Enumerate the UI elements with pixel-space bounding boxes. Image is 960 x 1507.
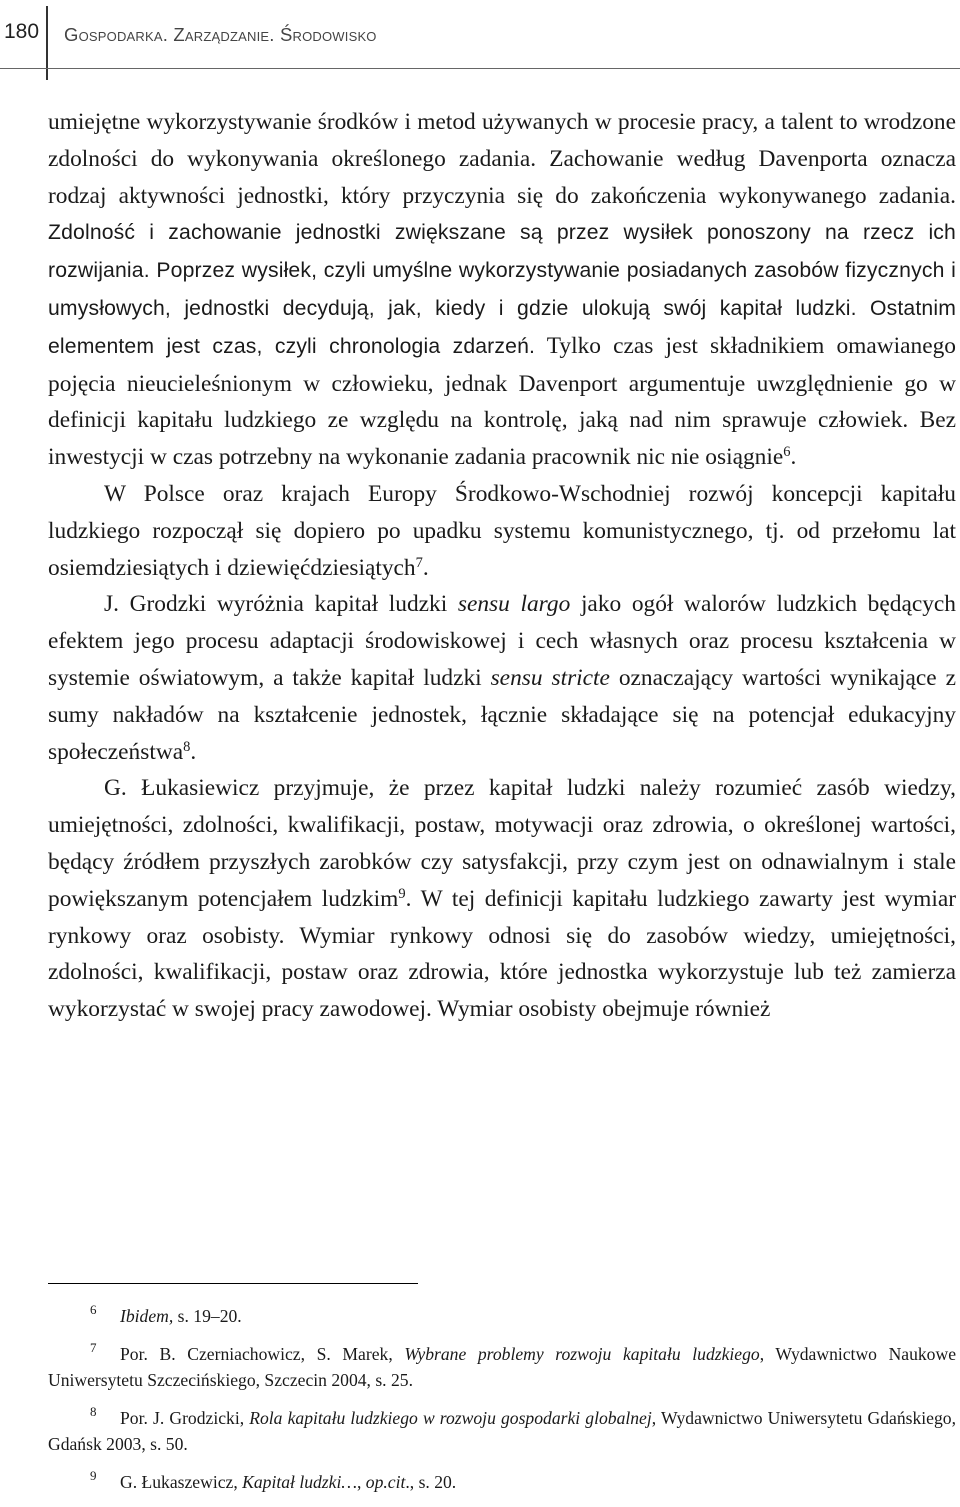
paragraph-1-end: . [790,444,797,471]
footnote-ref-6[interactable]: 6 [783,444,791,461]
paragraph-2-text: W Polsce oraz krajach Europy Środkowo-Wschodniej rozwój koncepcji kapitału ludzkiego rozpoczął się dopiero po upadku systemu komunistycznego, tj. od przełomu lat osiemdziesiątych i dziewięćdziesiątych [48,480,956,581]
footnote-italic: op.cit [365,1472,406,1492]
running-head: Gospodarka. Zarządzanie. Środowisko [64,24,377,45]
footnote-title: Rola kapitału ludzkiego w rozwoju gospodarki globalnej [249,1408,652,1428]
footnote-text: , [357,1472,366,1492]
paragraph-3 [48,586,956,770]
paragraph-3-end: . [190,738,197,765]
footnote-text: G. Łukaszewicz, [120,1472,243,1492]
paragraph-1-sans: Zdolność i zachowanie jednostki zwiększane są przez wysiłek ponoszony na rzecz ich rozwijania. Poprzez wysiłek, czyli umyślne wykorzystywanie posiadanych zasobów fizycznych i umysłowych, jednostki decydują, jak, kiedy i gdzie ulokują swój kapitał ludzki. Ostatnim elementem jest czas, czyli chronologia zdarzeń. [48,221,956,358]
footnote-text: Por. B. Czerniachowicz, S. Marek, [120,1344,405,1364]
footnote-number: 8 [90,1404,97,1419]
paragraph-1-tail: Tylko czas jest składnikiem omawianego pojęcia nieucieleśnionym w człowieku, jednak Davenport argumentuje uwzględnienie go w definicji kapitału ludzkiego ze względu na kontrolę, jaką nad nim sprawuje człowiek. Bez inwestycji w czas potrzebny na wykonanie zadania pracownik nic nie osiągnie [48,332,956,471]
paragraph-3-part-1: J. Grodzki wyróżnia kapitał ludzki [104,591,458,618]
page-number: 180 [4,20,40,43]
footnote-title: Kapitał ludzki… [242,1472,357,1492]
footnote-8 [48,1405,956,1457]
footnote-italic: Ibidem, [120,1306,174,1326]
footnotes [48,1303,956,1507]
footnote-9 [48,1469,956,1495]
paragraph-2-end: . [422,554,429,581]
footnote-text: , Wydawnictwo Uniwersytetu Gdańskiego, Gdańsk 2003, s. 50. [48,1408,956,1454]
footnote-text: Por. J. Grodzicki, [120,1408,250,1428]
footnote-7 [48,1341,956,1393]
header-horizontal-rule [0,68,960,69]
body-text [48,104,956,1028]
term-sensu-stricte: sensu stricte [490,664,610,691]
paragraph-3-part-3: oznaczający wartości wynikające z sumy nakładów na kształcenie jednostek, łącznie składające się na potencjał edukacyjny społeczeństwa [48,664,956,765]
paragraph-4-text: G. Łukasiewicz przyjmuje, że przez kapitał ludzki należy rozumieć zasób wiedzy, umiejętności, zdolności, kwalifikacji, postaw, motywacji oraz zdrowia, o określonej wartości, będący źródłem przyszłych zarobków czy satysfakcji, przy czym jest on odnawialnym i stale powiększanym potencjałem ludzkim [48,775,956,912]
paragraph-2 [48,476,956,586]
page-header [0,0,960,80]
paragraph-1 [48,104,956,476]
paragraph-1-serif: umiejętne wykorzystywanie środków i metod używanych w procesie pracy, a talent to wrodzone zdolności do wykonywania określonego zadania. Zachowanie według Davenporta oznacza rodzaj aktywności jednostki, który przyczynia się do zakończenia wykonywanego zadania. [48,109,956,209]
footnote-text: ., s. 20. [405,1472,457,1492]
paragraph-3-part-2: jako ogół walorów ludzkich będących efektem jego procesu adaptacji środowiskowej i cech własnych oraz procesu kształcenia w systemie oświatowym, a także kapitał ludzki [48,591,956,691]
footnote-text: s. 19–20. [173,1306,242,1326]
paragraph-4 [48,770,956,1028]
footnote-6 [48,1303,956,1329]
term-sensu-largo: sensu largo [457,591,571,618]
footnote-title: Wybrane problemy rozwoju kapitału ludzkiego [404,1344,760,1364]
footnote-ref-9[interactable]: 9 [398,885,406,902]
footnote-separator [48,1283,418,1284]
footnote-number: 7 [90,1340,97,1355]
footnote-text: , Wydawnictwo Naukowe Uniwersytetu Szczecińskiego, Szczecin 2004, s. 25. [48,1344,956,1390]
footnote-ref-7[interactable]: 7 [415,554,423,571]
paragraph-4-text-2: . W tej definicji kapitału ludzkiego zawarty jest wymiar rynkowy oraz osobisty. Wymiar rynkowy odnosi się do zasobów wiedzy, umiejętności, zdolności, kwalifikacji, postaw oraz zdrowia, które jednostka wykorzystuje lub też zamierza wykorzystać w swojej pracy zawodowej. Wymiar osobisty obejmuje również [48,885,957,1023]
footnote-ref-8[interactable]: 8 [183,738,191,755]
footnote-number: 9 [90,1468,97,1483]
footnote-number: 6 [90,1302,97,1317]
